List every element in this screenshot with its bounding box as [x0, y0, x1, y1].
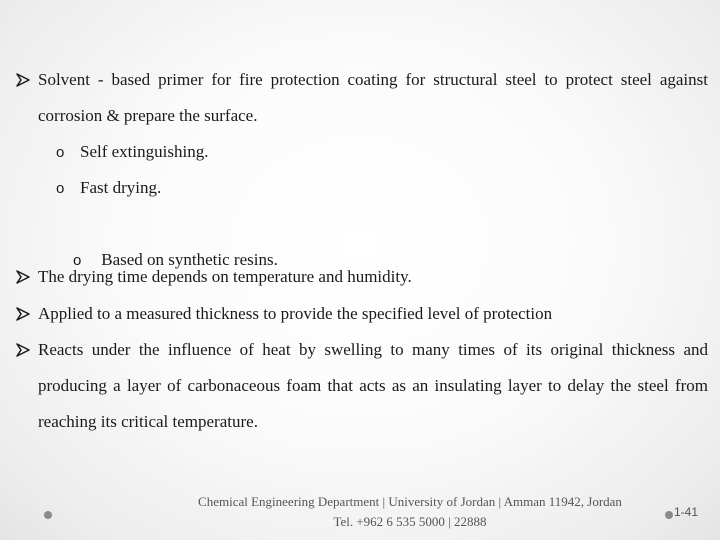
bullet-item: [16, 259, 708, 295]
circle-bullet-marker: o: [56, 144, 65, 161]
arrow-bullet-icon: [16, 259, 34, 295]
circle-bullet-marker: o: [73, 252, 82, 269]
arrow-bullet-icon: [16, 62, 34, 98]
decorative-dot-icon: [665, 511, 673, 519]
decorative-dot-icon: [44, 511, 52, 519]
bullet-text: Reacts under the influence of heat by swelling to many times of its original thickness and producing a layer of carbonaceous foam that acts as an insulating layer to delay the steel from reaching its critical temperature.: [38, 340, 708, 431]
footer-department-line: Chemical Engineering Department | University of Jordan | Amman 11942, Jordan: [198, 494, 622, 509]
circle-bullet-marker: o: [56, 180, 65, 197]
bullet-text: Solvent - based primer for fire protection coating for structural steel to protect steel against corrosion & prepare the surface.: [38, 70, 708, 125]
bullet-item: [16, 332, 708, 440]
footer-phone-line: Tel. +962 6 535 5000 | 22888: [333, 514, 487, 529]
arrow-bullet-icon: [16, 296, 34, 332]
sub-bullet-text: Fast drying.: [80, 178, 162, 197]
sub-bullet-text: Self extinguishing.: [80, 142, 209, 161]
bullet-text: The drying time depends on temperature and humidity.: [38, 267, 412, 286]
bullet-text: Applied to a measured thickness to provide the specified level of protection: [38, 304, 553, 323]
footer: [170, 492, 650, 532]
bullet-item: [16, 296, 708, 332]
sub-bullet-item: [56, 170, 161, 207]
page-number: 1-41: [674, 505, 699, 519]
bullet-item: [16, 62, 708, 134]
sub-bullet-item: [56, 134, 208, 171]
arrow-bullet-icon: [16, 332, 34, 368]
sub-bullet-text: Based on synthetic resins.: [97, 250, 278, 269]
